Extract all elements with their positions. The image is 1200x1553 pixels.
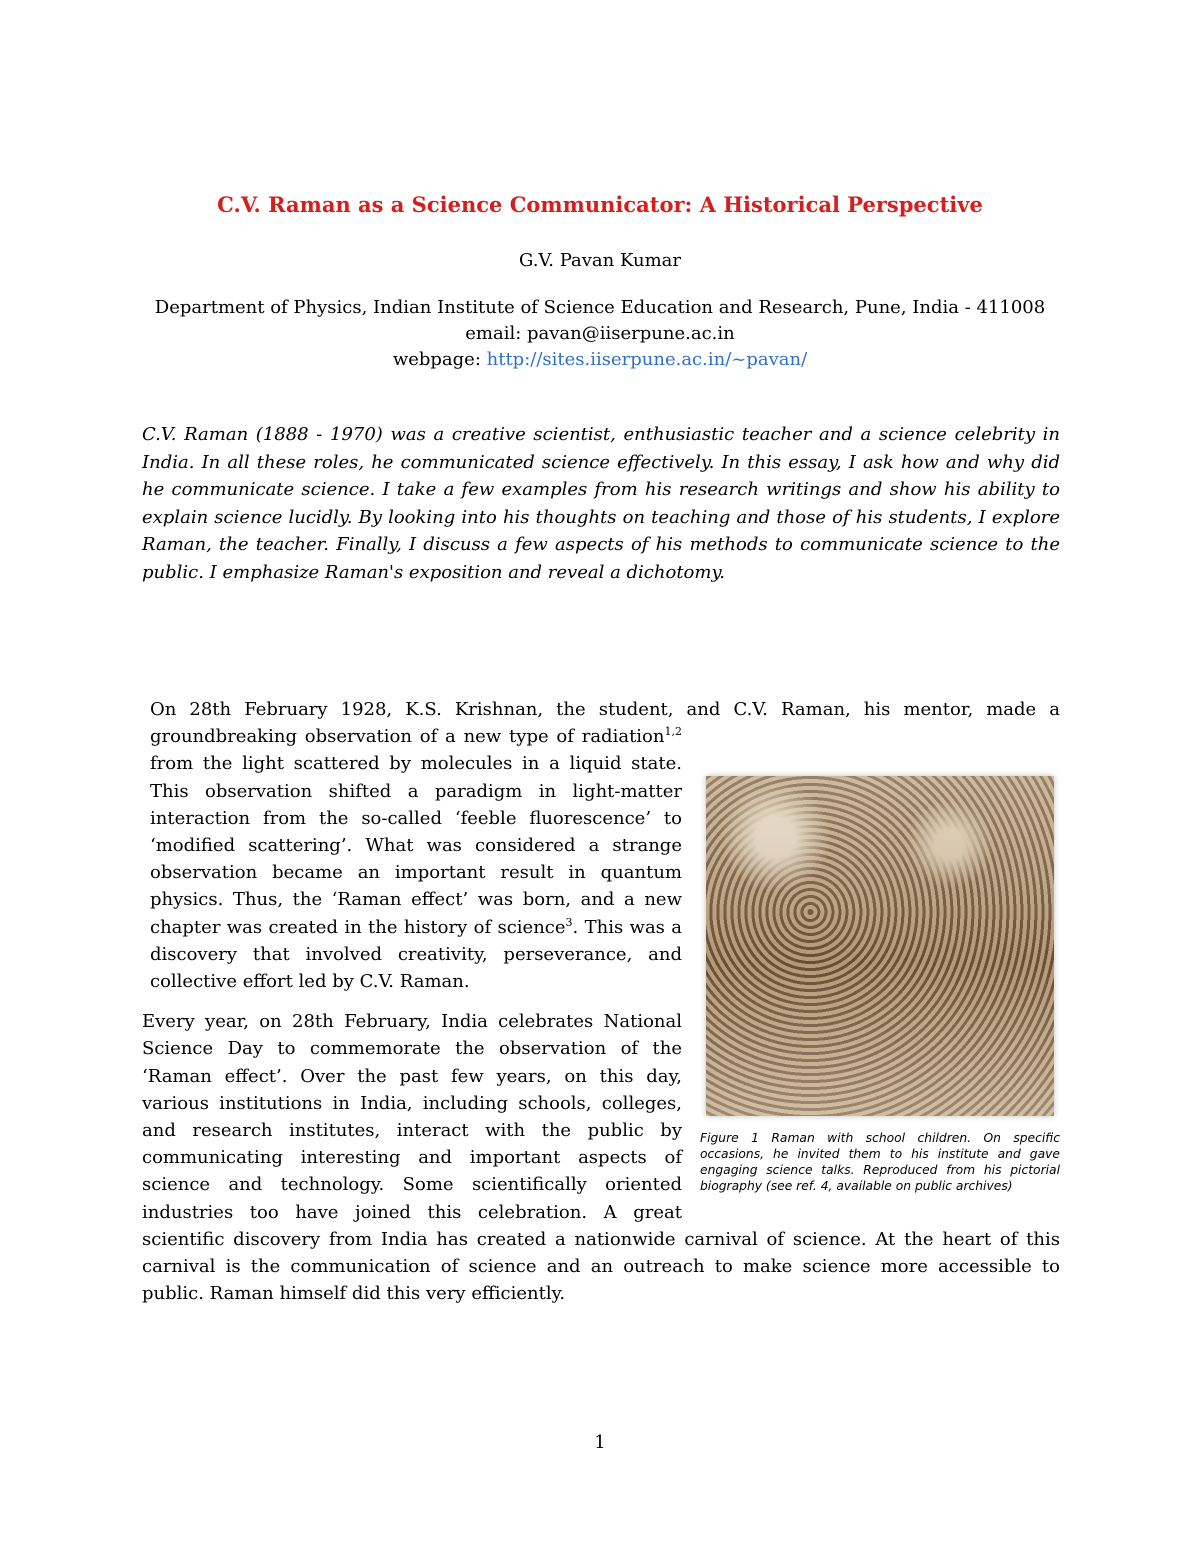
page-number: 1 (594, 1432, 606, 1453)
webpage-label: webpage: (392, 349, 487, 370)
raman-with-children-photo (706, 776, 1054, 1116)
citation-1-2: 1,2 (664, 725, 682, 739)
email: email: pavan@iiserpune.ac.in (465, 323, 735, 344)
author-name: G.V. Pavan Kumar (518, 250, 682, 271)
figure-caption: Figure 1 Raman with school children. On specific occasions, he invited them to his institute and gave engaging science talks. Reproduced from his pictorial biography (see ref. 4, available on public archives) (700, 1131, 1060, 1193)
body-text (142, 696, 1060, 1307)
webpage-link[interactable]: http://sites.iiserpune.ac.in/~pavan/ (486, 349, 808, 370)
paper-title: C.V. Raman as a Science Communicator: A Historical Perspective (217, 192, 983, 217)
affiliation: Department of Physics, Indian Institute of Science Education and Research, Pune, India - 411008 (154, 297, 1046, 318)
para1-part1: On 28th February 1928, K.S. Krishnan, the student, and C.V. Raman, his mentor, made a groundbreaking observation of a new type of radiation (150, 699, 1060, 748)
para1-part2: from the light scattered by molecules in a liquid state. This observation shifted a paradigm in light-matter interaction from the so-called ‘feeble fluorescence’ to ‘modified scattering’. What was considered a strange observation became an important result in quantum physics. Thus, the ‘Raman effect’ was born, and a new chapter was created in the history of science (150, 753, 682, 938)
paragraph-2: Every year, on 28th February, India celebrates National Science Day to commemorate the observation of the ‘Raman effect’. Over the past few years, on this day, various institutions in India, including schools, colleges, and research institutes, interact with the public by communicating interesting and important aspects of science and technology. Some scientifically oriented industries too have joined this celebration. A great scientific discovery from India has created a nationwide carnival of science. At the heart of this carnival is the communication of science and an outreach to make science more accessible to public. Raman himself did this very efficiently. (142, 1011, 1060, 1305)
para1-part3: . This was a discovery that involved creativity, perseverance, and collective effort led by C.V. Raman. (150, 916, 682, 993)
affiliation-block (150, 295, 1050, 373)
figure-1 (698, 776, 1060, 1194)
abstract: C.V. Raman (1888 - 1970) was a creative scientist, enthusiastic teacher and a science celebrity in India. In all these roles, he communicated science effectively. In this essay, I ask how and why did he communicate science. I take a few examples from his research writings and show his ability to explain science lucidly. By looking into his thoughts on teaching and those of his students, I explore Raman, the teacher. Finally, I discuss a few aspects of his methods to communicate science to the public. I emphasize Raman's exposition and reveal a dichotomy. (142, 424, 1060, 583)
citation-3: 3 (565, 915, 573, 929)
webpage-line (150, 347, 1050, 373)
